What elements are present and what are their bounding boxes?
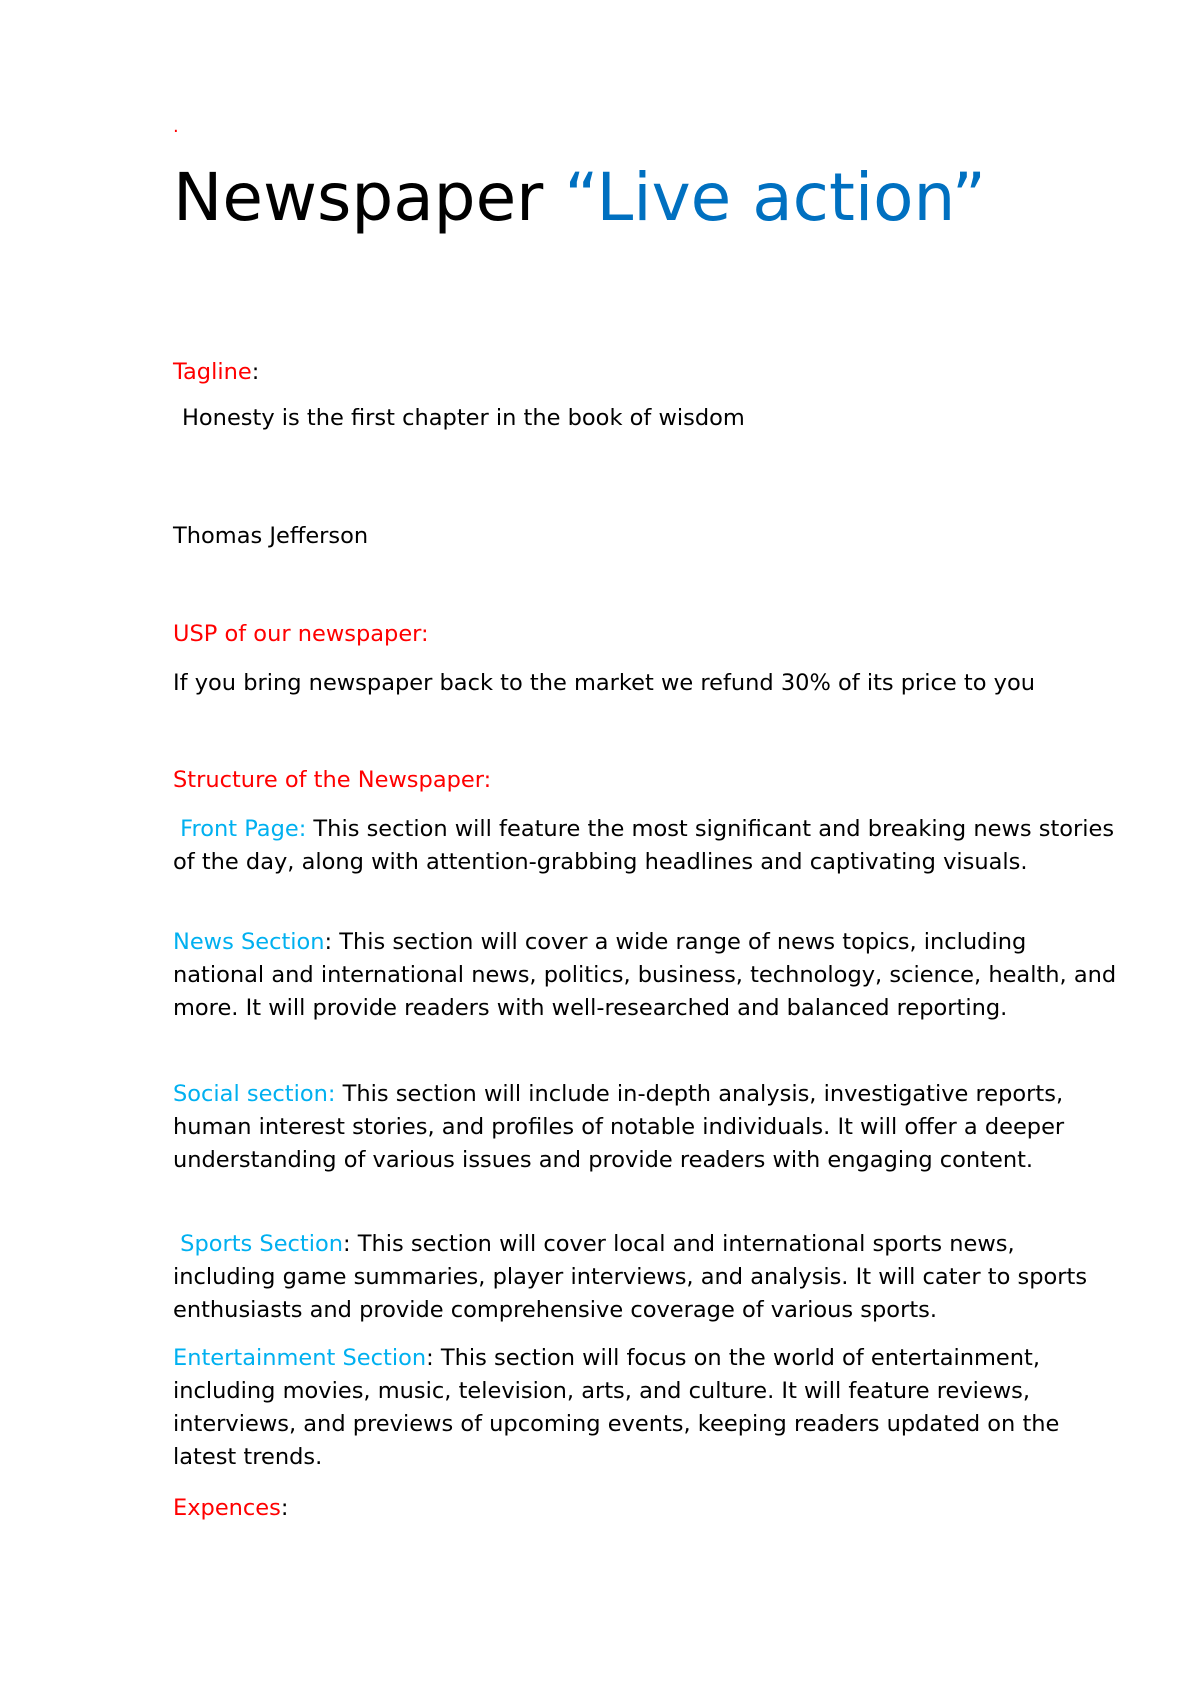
- section-text: : This section will cover a wide range of news topics, including national and international news, politics, business, technology, science, health, and more. It will provide readers with well-researched and balanced reporting.: [173, 929, 1117, 1021]
- section-label: Front Page:: [180, 816, 307, 842]
- expenses-heading: [173, 1492, 1123, 1525]
- section-news: [173, 926, 1123, 1025]
- section-text: This section will include in-depth analysis, investigative reports, human interest stories, and profiles of notable individuals. It will offer a deeper understanding of various issues and provide readers with engaging content.: [173, 1081, 1065, 1173]
- tagline-author: Thomas Jefferson: [173, 523, 369, 549]
- section-text: This section will feature the most significant and breaking news stories of the day, along with attention-grabbing headlines and captivating visuals.: [173, 816, 1115, 875]
- usp-heading: USP of our newspaper:: [173, 621, 429, 647]
- section-sports: [173, 1228, 1123, 1327]
- page-title: [173, 160, 986, 236]
- tagline-colon: :: [251, 359, 260, 385]
- structure-heading: Structure of the Newspaper:: [173, 767, 492, 793]
- section-text: : This section will cover local and international sports news, including game summaries, player interviews, and analysis. It will cater to sports enthusiasts and provide comprehensive coverage of various sports.: [173, 1231, 1088, 1323]
- red-dot-mark: .: [173, 116, 179, 137]
- section-label: News Section: [173, 929, 325, 955]
- section-label: Sports Section: [180, 1231, 344, 1257]
- tagline-label: Tagline: [173, 359, 252, 385]
- section-text: : This section will focus on the world of entertainment, including movies, music, television, arts, and culture. It will feature reviews, interviews, and previews of upcoming events, keeping readers updated on the latest trends.: [173, 1345, 1060, 1470]
- title-accent: “Live action”: [564, 159, 986, 236]
- expenses-colon: :: [280, 1495, 289, 1521]
- section-social: [173, 1078, 1123, 1177]
- section-label: Social section:: [173, 1081, 336, 1107]
- expenses-label: Expences: [173, 1495, 281, 1521]
- tagline-heading: [173, 356, 1123, 389]
- usp-text: If you bring newspaper back to the market we refund 30% of its price to you: [173, 670, 1035, 696]
- section-entertainment: [173, 1342, 1123, 1474]
- section-label: Entertainment Section: [173, 1345, 427, 1371]
- title-main: Newspaper: [173, 159, 544, 236]
- section-front-page: [173, 813, 1123, 879]
- tagline-quote: Honesty is the first chapter in the book of wisdom: [182, 405, 745, 431]
